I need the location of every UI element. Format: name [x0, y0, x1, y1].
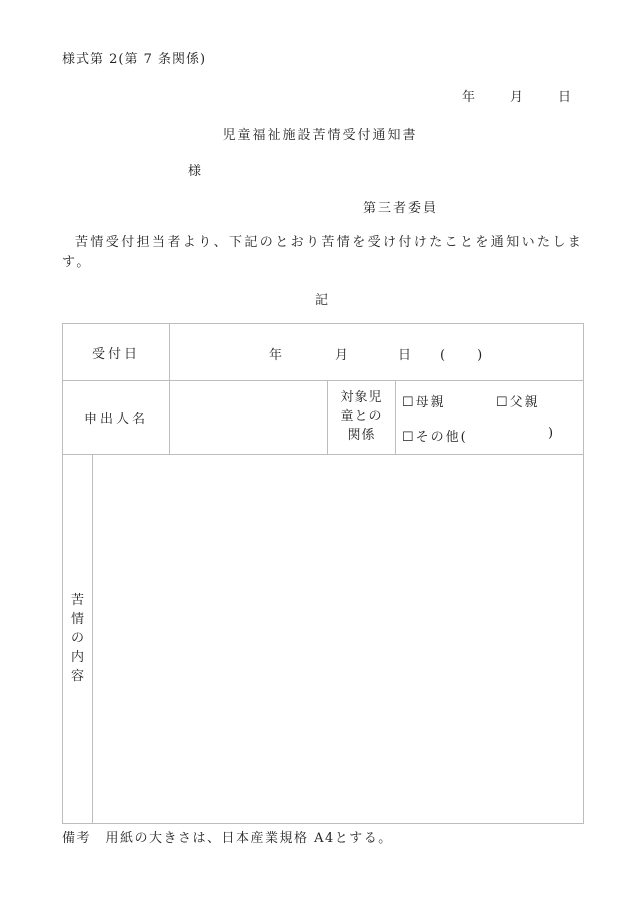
applicant-name-field[interactable] — [170, 381, 327, 454]
checkbox-icon[interactable]: ☐ — [402, 430, 416, 445]
content-label-char: 苦 — [70, 593, 84, 608]
date-year: 年 — [462, 90, 477, 105]
relation-option-mother[interactable] — [402, 391, 446, 410]
content-label — [63, 591, 92, 686]
content-label-char: 内 — [70, 650, 84, 665]
received-date-field[interactable] — [170, 324, 583, 380]
option-other-close: ) — [548, 426, 554, 441]
relation-label — [328, 388, 395, 445]
sender-name: 第三者委員 — [363, 201, 439, 216]
option-label: 父親 — [509, 395, 540, 410]
body-text: 苦情受付担当者より、下記のとおり苦情を受け付けたことを通知いたします。 — [62, 235, 584, 270]
complaint-content-field[interactable] — [93, 455, 583, 823]
relation-option-other[interactable] — [402, 426, 468, 445]
relation-option-father[interactable] — [496, 391, 540, 410]
checkbox-icon[interactable]: ☐ — [402, 395, 416, 410]
relation-label-line: 関係 — [347, 428, 376, 443]
option-label: その他( — [415, 430, 468, 445]
received-date-month: 月 — [335, 348, 349, 363]
content-label-char: 情 — [70, 612, 84, 627]
relation-label-line: 童との — [340, 409, 383, 424]
received-date-year: 年 — [269, 348, 283, 363]
footnote: 備考 用紙の大きさは、日本産業規格 A4とする。 — [62, 831, 393, 846]
date-day: 日 — [558, 90, 573, 105]
table-border-bottom — [62, 823, 584, 824]
received-date-label: 受付日 — [91, 346, 140, 362]
addressee-suffix: 様 — [188, 164, 202, 179]
received-date-weekday: ( ) — [440, 348, 485, 363]
date-line — [462, 86, 572, 105]
checkbox-icon[interactable]: ☐ — [496, 395, 510, 410]
applicant-label: 申出人名 — [83, 412, 148, 427]
document-title: 児童福祉施設苦情受付通知書 — [222, 128, 418, 143]
content-label-char: の — [70, 631, 84, 646]
table-border-right — [583, 323, 584, 824]
relation-label-line: 対象児 — [340, 390, 383, 405]
table-col-divider — [395, 380, 396, 455]
received-date-day: 日 — [398, 348, 412, 363]
form-number: 様式第 2(第 7 条関係) — [62, 52, 207, 67]
date-month: 月 — [510, 90, 525, 105]
option-label: 母親 — [415, 395, 446, 410]
content-label-char: 容 — [70, 669, 84, 684]
ki-heading: 記 — [315, 293, 329, 308]
